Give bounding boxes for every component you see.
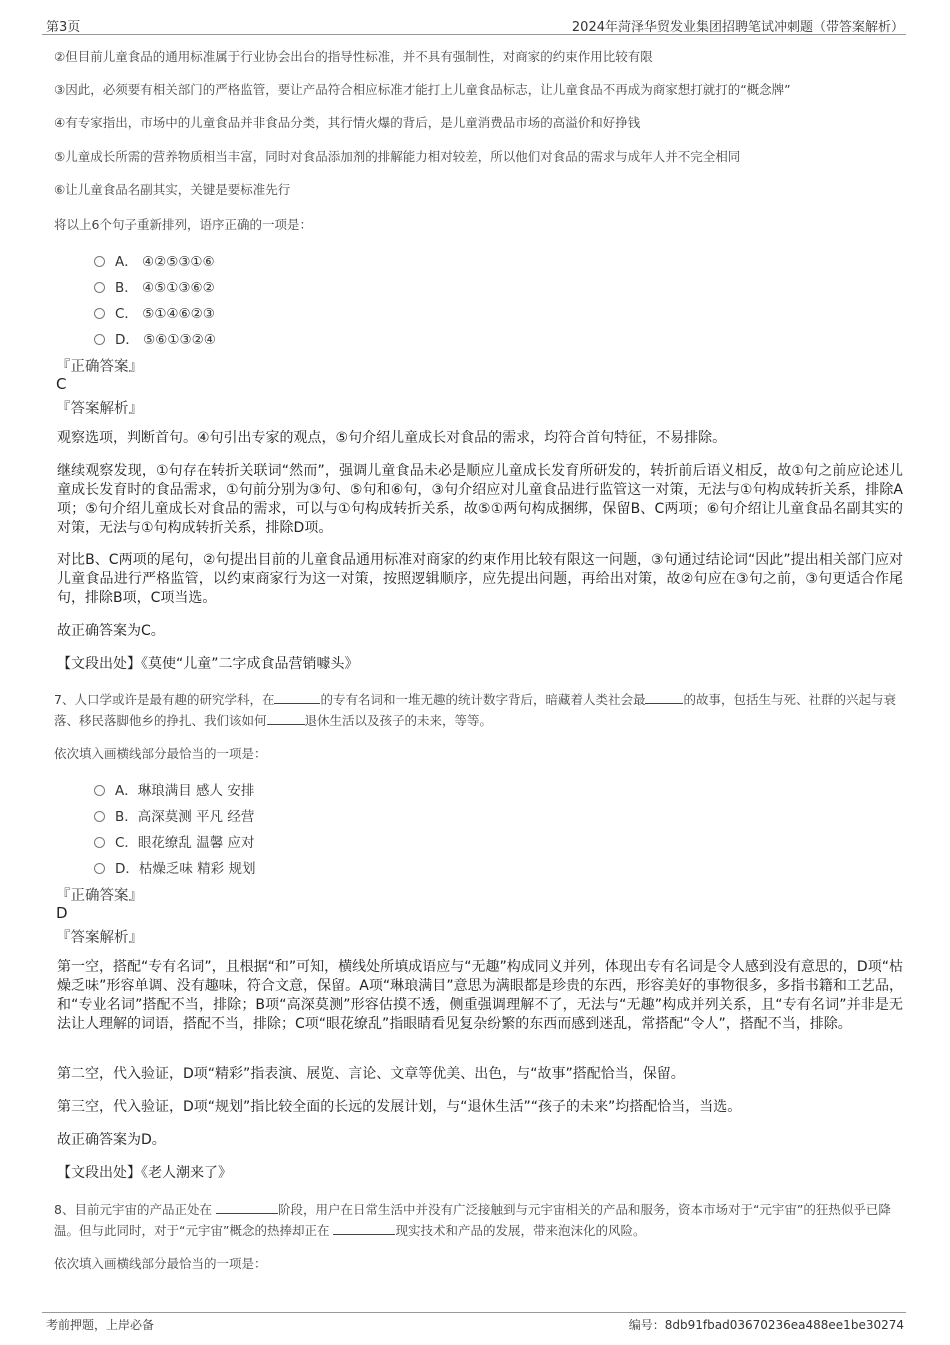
q6-sentence-3: ③因此，必须要有相关部门的严格监管，要让产品符合相应标准才能打上儿童食品标志，让儿童食品不再成为商家想打就打的“概念牌” [54, 82, 791, 97]
q8-blank-1 [216, 1201, 278, 1214]
radio-icon[interactable] [94, 308, 105, 319]
q6-analysis-4: 故正确答案为C。 [57, 623, 165, 639]
q6-answer-label: 『正确答案』 [56, 359, 143, 375]
q7-analysis-4: 故正确答案为D。 [57, 1132, 166, 1148]
q6-option-b[interactable]: B． ④⑤①③⑥② [94, 276, 215, 296]
page-number: 第3页 [46, 20, 81, 35]
q6-option-d[interactable]: D． ⑤⑥①③②④ [94, 328, 216, 348]
radio-icon[interactable] [94, 256, 105, 267]
q7-analysis-3: 第三空，代入验证，D项“规划”指比较全面的长远的发展计划，与“退休生活”“孩子的未来”均搭配恰当，当选。 [57, 1099, 742, 1115]
q8-prompt: 依次填入画横线部分最恰当的一项是： [54, 1256, 267, 1271]
q6-analysis-label: 『答案解析』 [56, 401, 143, 417]
q7-analysis-1: 第一空，搭配“专有名词”，且根据“和”可知，横线处所填成语应与“无趣”构成同义并列，体现出专有名词是令人感到没有意思的，D项“枯燥乏味”形容单调、没有趣味，符合文意，保留。A项“琳琅满目”意思为满眼都是珍贵的东西，形容美好的事物很多，多指书籍和工艺品，和“专业名词”搭配不当，排除；B项“高深莫测”形容估摸不透，侧重强调理解不了，无法与“无趣”构成并列关系，且“专有名词”并非是无法让人理解的词语，搭配不当，排除；C项“眼花缭乱”指眼睛看见复杂纷繁的东西而感到迷乱，常搭配“令人”，搭配不当，排除。 [57, 959, 903, 1032]
q7-answer-label: 『正确答案』 [56, 888, 143, 904]
document-id: 编号：8db91fbad03670236ea488ee1be30274 [628, 1318, 904, 1332]
q8-stem: 8、目前元宇宙的产品正处在 阶段，用户在日常生活中并没有广泛接触到与元宇宙相关的产品和服务，资本市场对于“元宇宙”的狂热似乎已降温。但与此同时，对于“元宇宙”概念的热捧却正在 现实技术和产品的发展，带来泡沫化的风险。 [54, 1202, 891, 1238]
q7-source: 【文段出处】《老人潮来了》 [57, 1165, 232, 1181]
q6-analysis-1: 观察选项，判断首句。④句引出专家的观点，⑤句介绍儿童成长对食品的需求，均符合首句特征，不易排除。 [57, 430, 727, 446]
radio-icon[interactable] [94, 282, 105, 293]
q7-prompt: 依次填入画横线部分最恰当的一项是： [54, 746, 267, 761]
radio-icon[interactable] [94, 811, 105, 822]
q6-option-a[interactable]: A． ④②⑤③①⑥ [94, 250, 215, 270]
q6-sentence-6: ⑥让儿童食品名副其实，关键是要标准先行 [54, 182, 291, 197]
q7-stem: 7、人口学或许是最有趣的研究学科，在 的专有名词和一堆无趣的统计数字背后，暗藏着人类社会最 的故事，包括生与死、社群的兴起与衰落、移民落脚他乡的挣扎、我们该如何 退休生活以及孩子的未来，等等。 [54, 692, 896, 728]
q6-answer: C [56, 375, 67, 393]
q6-sentence-5: ⑤儿童成长所需的营养物质相当丰富，同时对食品添加剂的排解能力相对较差，所以他们对食品的需求与成年人并不完全相同 [54, 149, 741, 164]
q6-sentence-4: ④有专家指出，市场中的儿童食品并非食品分类，其行情火爆的背后，是儿童消费品市场的高溢价和好挣钱 [54, 115, 641, 130]
page-footer [42, 1312, 906, 1332]
radio-icon[interactable] [94, 863, 105, 874]
q7-blank-1 [274, 691, 320, 704]
q6-analysis-3: 对比B、C两项的尾句，②句提出目前的儿童食品通用标准对商家的约束作用比较有限这一问题，③句通过结论词“因此”提出相关部门应对儿童食品进行严格监管，以约束商家行为这一对策，按照逻辑顺序，应先提出问题，再给出对策，故②句应在③句之前，③句更适合作尾句，排除B项，C项当选。 [57, 552, 903, 606]
radio-icon[interactable] [94, 837, 105, 848]
radio-icon[interactable] [94, 785, 105, 796]
q7-option-b[interactable]: B．高深莫测 平凡 经营 [94, 805, 254, 825]
q7-analysis-label: 『答案解析』 [56, 930, 143, 946]
q6-source: 【文段出处】《莫使“儿童”二字成食品营销噱头》 [57, 656, 359, 672]
radio-icon[interactable] [94, 334, 105, 345]
q7-option-c[interactable]: C．眼花缭乱 温馨 应对 [94, 831, 255, 851]
page-header [42, 14, 906, 35]
q6-option-c[interactable]: C． ⑤①④⑥②③ [94, 302, 215, 322]
q7-answer: D [56, 904, 68, 922]
q7-blank-2 [645, 691, 683, 704]
q8-blank-2 [333, 1222, 395, 1235]
q7-analysis-2: 第二空，代入验证，D项“精彩”指表演、展览、言论、文章等优美、出色，与“故事”搭配恰当，保留。 [57, 1066, 685, 1082]
document-title: 2024年菏泽华贸发业集团招聘笔试冲刺题（带答案解析） [571, 20, 904, 35]
q6-prompt: 将以上6个句子重新排列，语序正确的一项是： [54, 217, 312, 232]
q7-blank-3 [267, 712, 305, 725]
footer-slogan: 考前押题，上岸必备 [46, 1318, 155, 1332]
q6-sentence-2: ②但目前儿童食品的通用标准属于行业协会出台的指导性标准，并不具有强制性，对商家的约束作用比较有限 [54, 49, 653, 64]
q7-option-d[interactable]: D．枯燥乏味 精彩 规划 [94, 857, 255, 877]
q6-analysis-2: 继续观察发现，①句存在转折关联词“然而”，强调儿童食品未必是顺应儿童成长发育所研发的，转折前后语义相反，故①句之前应论述儿童成长发育时的食品需求，①句前分别为③句、⑤句和⑥句，③句介绍应对儿童食品进行监管这一对策，无法与①句构成转折关系，排除A项；⑤句介绍儿童成长对食品的需求，可以与①句构成转折关系，故⑤①两句构成捆绑，保留B、C两项；⑥句介绍让儿童食品名副其实的对策，无法与①句构成转折关系，排除D项。 [57, 463, 903, 536]
q7-option-a[interactable]: A．琳琅满目 感人 安排 [94, 779, 254, 799]
